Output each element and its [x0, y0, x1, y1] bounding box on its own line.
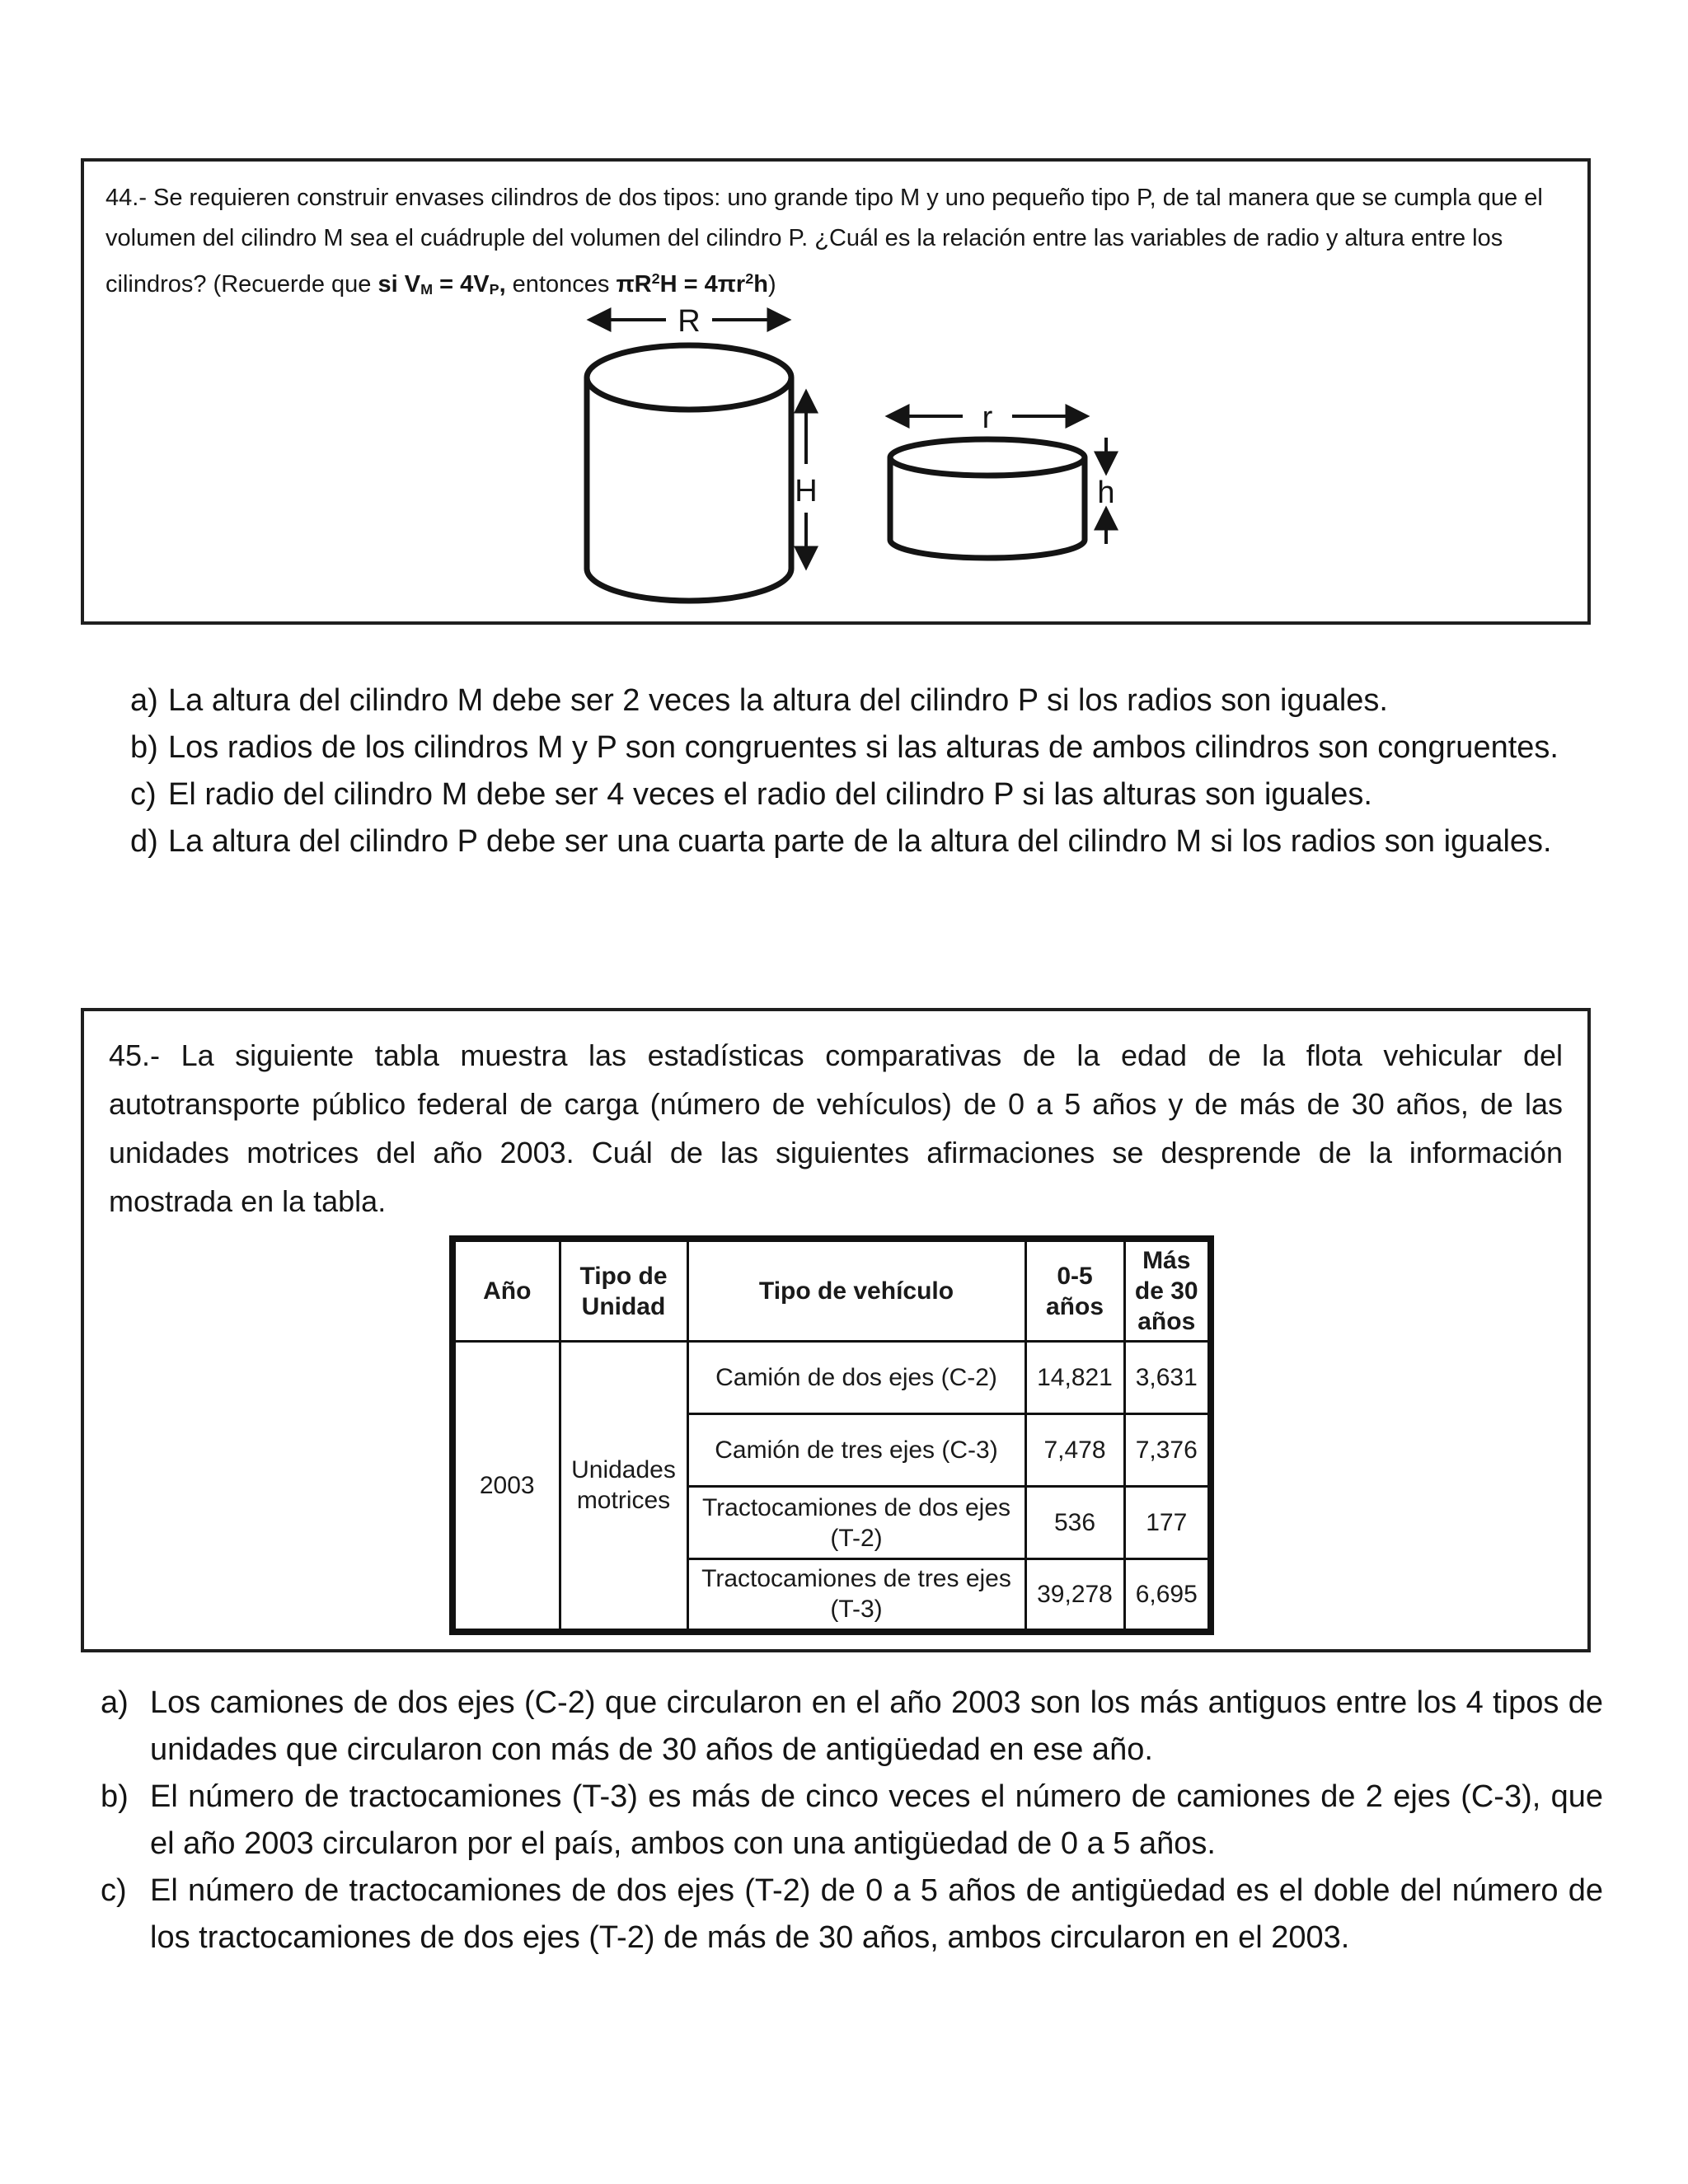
option-44-b [130, 724, 1606, 771]
header-mas-30-anios: Más de 30 años [1124, 1239, 1211, 1342]
cell-t3-0-5: 39,278 [1025, 1559, 1124, 1632]
vehicle-fleet-table [449, 1235, 1214, 1635]
option-44-b-text: Los radios de los cilindros M y P son congruentes si las alturas de ambos cilindros son congruentes. [168, 730, 1559, 765]
q44-formula-sub-m: M [420, 281, 434, 298]
small-height-label: h [1097, 476, 1115, 510]
question-44-options [130, 677, 1606, 865]
cell-vehicle-c3: Camión de tres ejes (C-3) [687, 1414, 1025, 1487]
option-44-a-text: La altura del cilindro M debe ser 2 veces la altura del cilindro P si los radios son iguales. [168, 683, 1388, 718]
option-45-a [101, 1680, 1603, 1774]
small-radius-label: r [982, 401, 993, 435]
question-45-options [101, 1680, 1603, 1961]
question-44-outro: ) [767, 270, 776, 298]
question-44-text [84, 162, 1587, 310]
option-44-c-label: c) [130, 777, 157, 812]
q44-formula-res-post: h [753, 270, 768, 298]
q44-formula-res-mid: H = 4πr [659, 270, 746, 298]
header-0-5-anios: 0-5 años [1025, 1239, 1124, 1342]
cell-vehicle-t2: Tractocamiones de dos ejes (T-2) [687, 1487, 1025, 1559]
cell-c2-30plus: 3,631 [1124, 1342, 1211, 1414]
option-44-c-text: El radio del cilindro M debe ser 4 veces el radio del cilindro P si las alturas son iguales. [168, 777, 1372, 812]
cell-year: 2003 [452, 1342, 560, 1632]
big-cylinder-shape [587, 345, 791, 601]
option-44-b-label: b) [130, 730, 158, 765]
q44-formula-sup-2: 2 [745, 270, 754, 287]
q44-formula-sub-p: P [489, 281, 499, 298]
option-44-a [130, 677, 1606, 724]
header-anio: Año [452, 1239, 560, 1342]
cell-c3-30plus: 7,376 [1124, 1414, 1211, 1487]
q44-formula-condition [377, 271, 505, 298]
header-tipo-vehiculo: Tipo de vehículo [687, 1239, 1025, 1342]
cylinders-diagram [503, 297, 1146, 626]
option-45-a-label: a) [101, 1685, 129, 1720]
cell-vehicle-t3: Tractocamiones de tres ejes (T-3) [687, 1559, 1025, 1632]
big-height-label: H [795, 474, 818, 509]
option-44-a-label: a) [130, 683, 158, 718]
cell-t2-0-5: 536 [1025, 1487, 1124, 1559]
cell-vehicle-c2: Camión de dos ejes (C-2) [687, 1342, 1025, 1414]
q44-formula-result [616, 271, 768, 298]
question-45-text: 45.- La siguiente tabla muestra las estadísticas comparativas de la edad de la flota vehicular del autotransporte público federal de carga (número de vehículos) de 0 a 5 años y de más de 30 años, de las unidades motrices del año 2003. Cuál de las siguientes afirmaciones se desprende de la información mostrada en la tabla. [109, 1038, 1563, 1218]
big-radius-label: R [678, 304, 701, 339]
cell-unit-type: Unidades motrices [560, 1342, 687, 1632]
option-44-d-text: La altura del cilindro P debe ser una cuarta parte de la altura del cilindro M si los radios son iguales. [168, 824, 1552, 859]
small-cylinder-shape [890, 439, 1085, 558]
cell-t2-30plus: 177 [1124, 1487, 1211, 1559]
option-45-b-label: b) [101, 1779, 129, 1814]
header-tipo-unidad: Tipo de Unidad [560, 1239, 687, 1342]
cell-t3-30plus: 6,695 [1124, 1559, 1211, 1632]
cell-c3-0-5: 7,478 [1025, 1414, 1124, 1487]
option-45-a-text: Los camiones de dos ejes (C-2) que circularon en el año 2003 son los más antiguos entre los 4 tipos de unidades que circularon con más de 30 años de antigüedad en ese año. [150, 1685, 1603, 1767]
option-44-c [130, 771, 1606, 818]
q44-formula-cond-post: , [499, 270, 506, 298]
table-header-row [452, 1239, 1211, 1342]
q44-formula-cond-mid: = 4V [433, 270, 490, 298]
option-44-d-label: d) [130, 824, 158, 859]
option-45-c [101, 1868, 1603, 1961]
q44-formula-connector: entonces [505, 270, 617, 298]
table-row [452, 1342, 1211, 1414]
cell-c2-0-5: 14,821 [1025, 1342, 1124, 1414]
option-45-c-label: c) [101, 1873, 127, 1908]
option-44-d [130, 818, 1606, 865]
question-44-intro: 44.- Se requieren construir envases cilindros de dos tipos: uno grande tipo M y uno pequeño tipo P, de tal manera que se cumpla que el volumen del cilindro M sea el cuádruple del volumen del cilindro P. ¿Cuál es la relación entre las variables de radio y altura entre los cilindros? (Recuerde que [106, 185, 1543, 298]
q44-formula-cond-pre: si V [377, 270, 421, 298]
option-45-c-text: El número de tractocamiones de dos ejes (T-2) de 0 a 5 años de antigüedad es el doble del número de los tractocamiones de dos ejes (T-2) de más de 30 años, ambos circularon en el 2003. [150, 1873, 1603, 1955]
option-45-b [101, 1774, 1603, 1868]
q44-formula-sup-1: 2 [651, 270, 660, 287]
vehicle-fleet-table-wrap [449, 1235, 1214, 1635]
option-45-b-text: El número de tractocamiones (T-3) es más de cinco veces el número de camiones de 2 ejes (C-3), que el año 2003 circularon por el país, ambos con una antigüedad de 0 a 5 años. [150, 1779, 1603, 1861]
q44-formula-res-pre: πR [616, 270, 652, 298]
